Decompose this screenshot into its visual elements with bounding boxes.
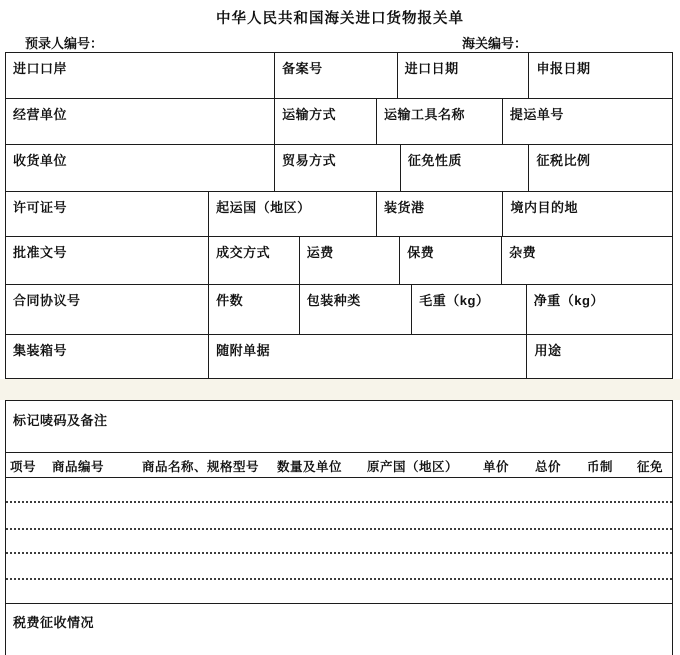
- cell-record-no: 备案号: [275, 53, 398, 98]
- col-item-no: 项号: [10, 460, 37, 474]
- cell-package-type: 包装种类: [300, 285, 413, 334]
- cell-departure-country: 起运国（地区）: [209, 192, 377, 236]
- cell-transport-tool-name: 运输工具名称: [377, 99, 503, 144]
- cell-misc-fees: 杂费: [509, 245, 537, 260]
- table-row: [6, 53, 672, 99]
- col-total-price: 总价: [535, 460, 562, 474]
- cell-loading-port: 装货港: [377, 192, 504, 236]
- items-table-header: [6, 453, 672, 478]
- marks-remarks-label: 标记唛码及备注: [6, 401, 672, 453]
- cell-declare-date: 申报日期: [536, 61, 591, 76]
- page-title: 中华人民共和国海关进口货物报关单: [216, 11, 464, 27]
- cell-approval-doc-no: 批准文号: [6, 237, 209, 284]
- cell-trade-mode: 贸易方式: [275, 145, 401, 191]
- tax-collection-label: 税费征收情况: [13, 615, 95, 630]
- table-row: [6, 237, 672, 285]
- col-unit-price: 单价: [483, 460, 510, 474]
- cell-transport-mode: 运输方式: [275, 99, 377, 144]
- table-row: [6, 192, 672, 237]
- col-commodity-name-spec: 商品名称、规格型号: [142, 460, 260, 474]
- cell-consignee-unit: 收货单位: [6, 145, 275, 191]
- dotted-item-line: [6, 503, 672, 530]
- cell-packages-count: 件数: [209, 285, 300, 334]
- cell-insurance-fee: 保费: [400, 237, 502, 284]
- dotted-item-line: [6, 554, 672, 580]
- col-quantity-unit: 数量及单位: [277, 460, 343, 474]
- col-currency: 币制: [587, 460, 614, 474]
- declaration-form-table: [5, 52, 673, 379]
- cell-bill-of-lading-no: 提运单号: [509, 107, 564, 122]
- section-gap: [0, 379, 680, 400]
- cell-license-no: 许可证号: [6, 192, 209, 236]
- cell-import-date: 进口日期: [398, 53, 530, 98]
- table-row: [6, 285, 672, 335]
- col-levy-exemption: 征免: [637, 460, 664, 474]
- customs-number-label: 海关编号：: [462, 36, 528, 51]
- cell-contract-agreement-no: 合同协议号: [6, 285, 209, 334]
- dotted-item-line: [6, 478, 672, 503]
- cell-freight: 运费: [300, 237, 401, 284]
- cell-transaction-mode: 成交方式: [209, 237, 300, 284]
- table-row: [6, 99, 672, 145]
- cell-attached-documents: 随附单据: [209, 335, 527, 378]
- cell-operating-unit: 经营单位: [6, 99, 275, 144]
- col-commodity-code: 商品编号: [52, 460, 105, 474]
- cell-net-weight: 净重（kg）: [533, 293, 604, 308]
- goods-and-tax-section: [5, 400, 673, 655]
- cell-gross-weight: 毛重（kg）: [412, 285, 527, 334]
- dotted-item-line: [6, 530, 672, 554]
- cell-container-no: 集装箱号: [6, 335, 209, 378]
- table-row: [6, 145, 672, 192]
- cell-purpose: 用途: [534, 343, 562, 358]
- pre-entry-number-label: 预录人编号：: [25, 36, 104, 51]
- top-labels-row: [0, 30, 680, 52]
- cell-import-port: 进口口岸: [6, 53, 275, 98]
- cell-tax-ratio: 征税比例: [536, 153, 591, 168]
- cell-domestic-destination: 境内目的地: [510, 200, 578, 215]
- table-row: [6, 335, 672, 378]
- col-origin-country: 原产国（地区）: [367, 460, 459, 474]
- cell-levy-exemption-nature: 征免性质: [401, 145, 530, 191]
- items-area-bottom-spacer: [6, 580, 672, 604]
